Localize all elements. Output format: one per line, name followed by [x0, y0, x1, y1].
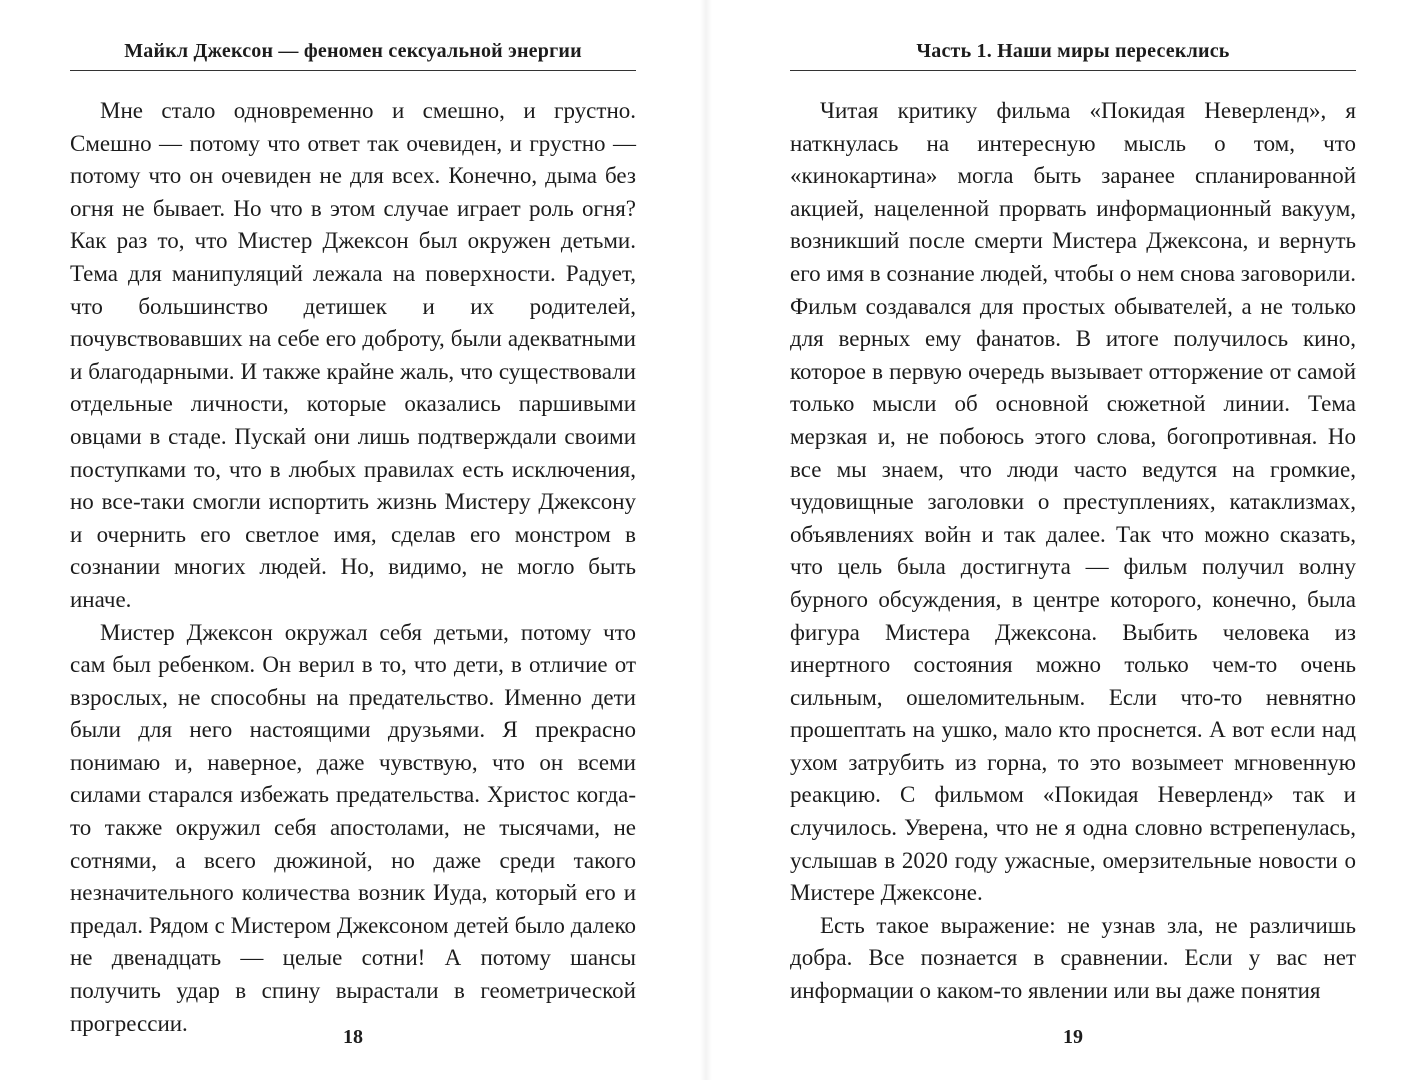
book-gutter — [700, 0, 712, 1080]
header-rule — [790, 70, 1356, 71]
paragraph: Читая критику фильма «Покидая Неверленд», я наткнулась на интересную мысль о том, что «кинокартина» могла быть заранее спланированной акцией, нацеленной прорвать информационный вакуум, возникший после смерти Мистера Джексона, и вернуть его имя в сознание людей, чтобы о нем снова заговорили. Фильм создавался для простых обывателей, а не только для верных ему фанатов. В итоге получилось кино, которое в первую очередь вызывает отторжение от самой только мысли об основной сюжетной линии. Тема мерзкая и, не побоюсь этого слова, богопротивная. Но все мы знаем, что люди часто ведутся на громкие, чудовищные заголовки о преступлениях, катаклизмах, объявлениях войн и так далее. Так что можно сказать, что цель была достигнута — фильм получил волну бурного обсуждения, в центре которого, конечно, была фигура Мистера Джексона. Выбить человека из инертного состояния можно только чем-то очень сильным, ошеломительным. Если что-то невнятно прошептать на ушко, мало кто проснется. А вот если над ухом затрубить из горна, то это возымеет мгновенную реакцию. С фильмом «Покидая Неверленд» так и случилось. Уверена, что не я одна словно встрепенулась, услышав в 2020 году ужасные, омерзительные новости о Мистере Джексоне. — [790, 98, 1356, 906]
paragraph: Мне стало одновременно и смешно, и грустно. Смешно — потому что ответ так очевиден, и грустно — потому что он очевиден не для всех. Конечно, дыма без огня не бывает. Но что в этом случае играет роль огня? Как раз то, что Мистер Джексон был окружен детьми. Тема для манипуляций лежала на поверхности. Радует, что большинство детишек и их родителей, почувствовавших на себе его доброту, были адекватными и благодарными. И также крайне жаль, что существовали отдельные личности, которые оказались паршивыми овцами в стаде. Пускай они лишь подтверждали своими поступками то, что в любых правилах есть исключения, но все-таки смогли испортить жизнь Мистеру Джексону и очернить его светлое имя, сделав его монстром в сознании многих людей. Но, видимо, не могло быть иначе. — [70, 98, 636, 612]
page-number: 18 — [343, 1026, 363, 1048]
page-number: 19 — [1063, 1026, 1083, 1048]
right-page — [790, 0, 1356, 1080]
body-text — [790, 95, 1356, 1008]
header-rule — [70, 70, 636, 71]
body-text — [70, 95, 636, 1040]
left-page — [70, 0, 636, 1080]
running-head: Часть 1. Наши миры пересеклись — [916, 40, 1230, 62]
paragraph: Мистер Джексон окружал себя детьми, потому что сам был ребенком. Он верил в то, что дети, в отличие от взрослых, не способны на предательство. Именно дети были для него настоящими друзьями. Я прекрасно понимаю и, наверное, даже чувствую, что он всеми силами старался избежать предательства. Христос когда-то также окружил себя апостолами, не тысячами, не сотнями, а всего дюжиной, но даже среди такого незначительного количества возник Иуда, который его и предал. Рядом с Мистером Джексоном детей было далеко не двенадцать — целые сотни! А потому шансы получить удар в спину вырастали в геометрической прогрессии. — [70, 619, 636, 1036]
running-head: Майкл Джексон — феномен сексуальной энергии — [124, 40, 582, 62]
paragraph: Есть такое выражение: не узнав зла, не различишь добра. Все познается в сравнении. Если у вас нет информации о каком-то явлении или вы даже понятия — [790, 912, 1356, 1004]
